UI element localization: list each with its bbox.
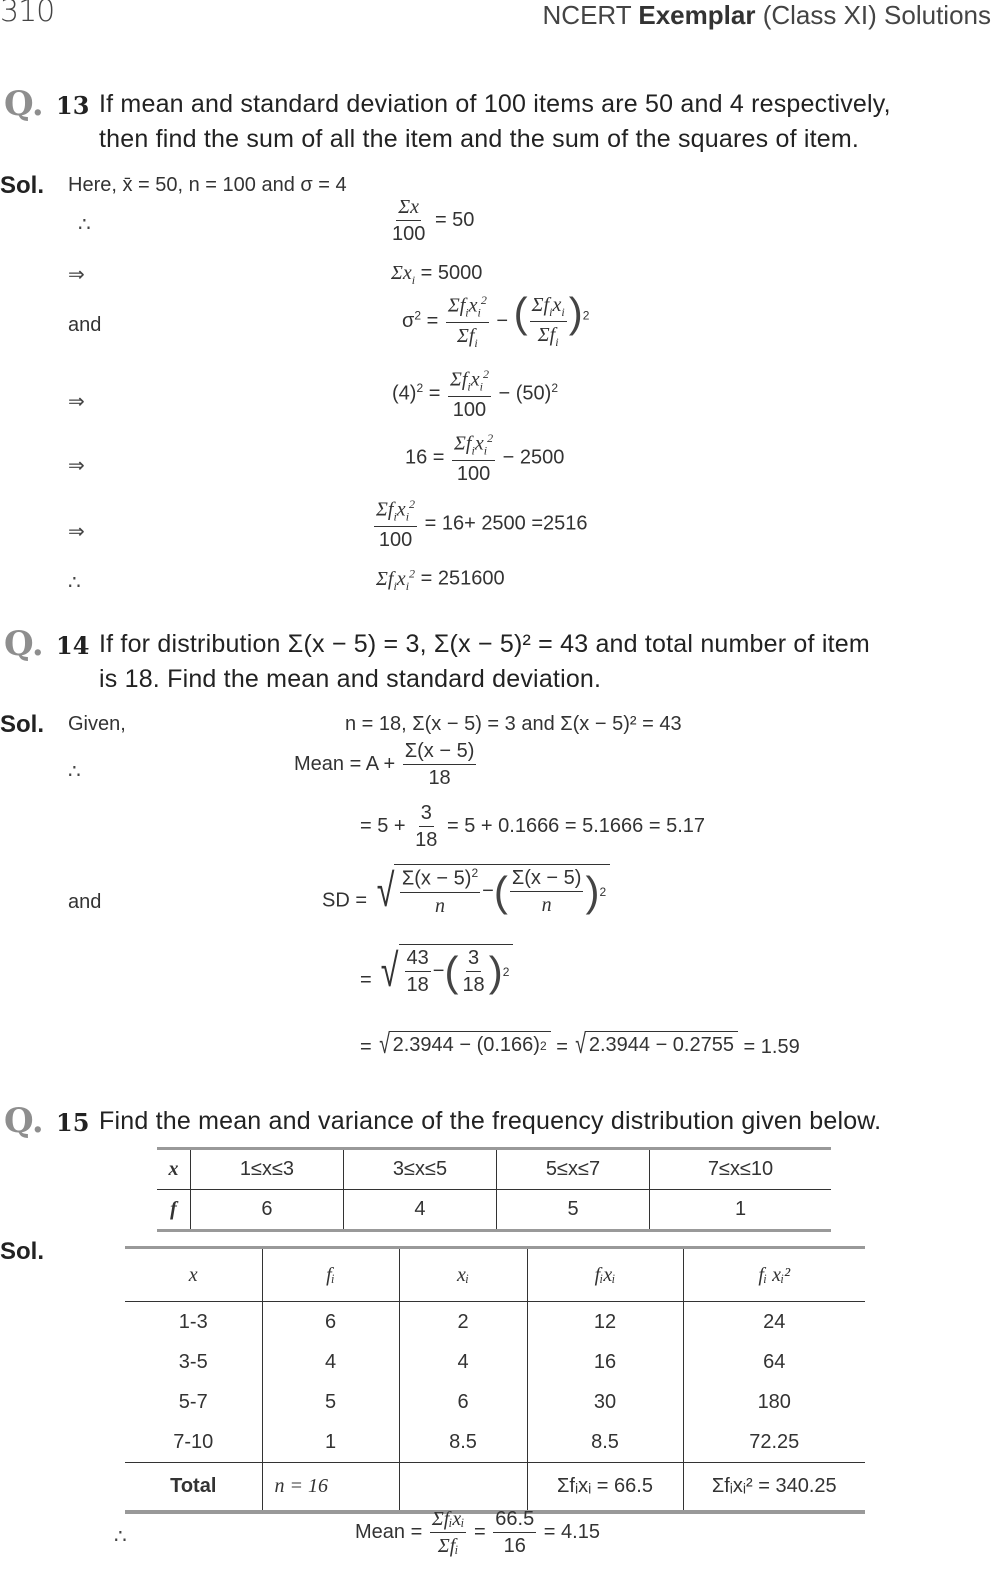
q14-given-label: Given, bbox=[68, 713, 126, 735]
table-row bbox=[125, 1302, 865, 1343]
table-cell: 64 bbox=[683, 1342, 865, 1382]
table-cell: f bbox=[170, 1198, 177, 1220]
table-row bbox=[125, 1382, 865, 1422]
q13-line2: then find the sum of all the item and the sum of the squares of item. bbox=[99, 125, 860, 153]
therefore-icon: ∴ bbox=[68, 572, 81, 594]
table-cell: 2 bbox=[399, 1302, 527, 1343]
table-cell: Σfᵢxᵢ² = 340.25 bbox=[683, 1463, 865, 1513]
header-cell: fᵢ bbox=[262, 1248, 399, 1302]
running-header bbox=[543, 0, 991, 31]
table-cell: 12 bbox=[527, 1302, 683, 1343]
table-cell: 5 bbox=[497, 1190, 650, 1231]
table-cell: 4 bbox=[399, 1342, 527, 1382]
q14-mean-calc: = 5 + $\frac{3}{18}$ = 5 + 0.1666 = 5.1666 = 5.17 bbox=[360, 802, 705, 851]
q13-step2: $\Sigma x_i = 5000$ bbox=[391, 262, 483, 287]
table-cell: x bbox=[157, 1149, 190, 1190]
page-number: 310 bbox=[0, 0, 55, 29]
q13-given: Here, x̄ = 50, n = 100 and σ = 4 bbox=[68, 174, 347, 196]
table-cell: 5 bbox=[262, 1382, 399, 1422]
table-cell: 180 bbox=[683, 1382, 865, 1422]
header-cell: fᵢxᵢ bbox=[527, 1248, 683, 1302]
header-cell: x bbox=[125, 1248, 262, 1302]
table-header-row bbox=[125, 1248, 865, 1302]
table-total-row bbox=[125, 1463, 865, 1513]
q15-sol-label: Sol. bbox=[0, 1238, 45, 1265]
table-cell: 72.25 bbox=[683, 1422, 865, 1463]
table-cell: 1≤x≤3 bbox=[190, 1149, 343, 1190]
implies-icon: ⇒ bbox=[68, 521, 85, 543]
table-cell: 1-3 bbox=[178, 1310, 208, 1333]
table-cell: 6 bbox=[262, 1302, 399, 1343]
given-frequency-table bbox=[157, 1147, 831, 1232]
table-cell: 5-7 bbox=[178, 1390, 208, 1413]
table-row bbox=[157, 1149, 831, 1190]
header-cell: fᵢ xᵢ² bbox=[683, 1248, 865, 1302]
book-suffix: (Class XI) Solutions bbox=[762, 0, 991, 30]
q13-sol-label: Sol. bbox=[0, 172, 45, 199]
q15-line1: Find the mean and variance of the frequency distribution given below. bbox=[99, 1107, 882, 1135]
table-row bbox=[125, 1342, 865, 1382]
question-marker-icon: Q. bbox=[4, 1101, 44, 1141]
q14-sol-label: Sol. bbox=[0, 711, 45, 738]
table-cell: 7-10 bbox=[173, 1430, 214, 1453]
q13-step6: $\frac{\Sigma f_ix_i^2}{100}$ = 16+ 2500 =2516 bbox=[376, 497, 588, 551]
q14-and-label: and bbox=[68, 891, 102, 913]
implies-icon: ⇒ bbox=[68, 391, 85, 413]
table-cell: 16 bbox=[527, 1342, 683, 1382]
q14-number: 14 bbox=[56, 631, 90, 660]
table-cell: Σfᵢxᵢ = 66.5 bbox=[527, 1463, 683, 1513]
question-marker-icon: Q. bbox=[4, 624, 44, 664]
table-cell: 30 bbox=[527, 1382, 683, 1422]
q14-given: n = 18, Σ(x − 5) = 3 and Σ(x − 5)² = 43 bbox=[345, 713, 682, 735]
q14-line1: If for distribution Σ(x − 5) = 3, Σ(x − 5)² = 43 and total number of item bbox=[99, 630, 870, 658]
q13-number: 13 bbox=[56, 91, 90, 120]
therefore-icon: ∴ bbox=[68, 761, 81, 783]
table-cell: 8.5 bbox=[399, 1422, 527, 1463]
book-bold: Exemplar bbox=[638, 0, 756, 30]
solution-table bbox=[125, 1246, 865, 1514]
table-cell: 5≤x≤7 bbox=[497, 1149, 650, 1190]
table-cell: 6 bbox=[190, 1190, 343, 1231]
q15-mean: Mean = $\frac{\text{Σfᵢxᵢ}}{\text{Σfᵢ}}$ = $\frac{66.5}{16}$ = 4.15 bbox=[355, 1508, 600, 1557]
table-cell: 3≤x≤5 bbox=[343, 1149, 496, 1190]
q14-sd-formula: SD = √ $\frac{\Sigma(x - 5)^2}{n}$ − ( $\frac{\Sigma(x - 5)}{n}$ ) 2 bbox=[322, 864, 610, 917]
q13-marker bbox=[4, 84, 44, 124]
table-cell: Total bbox=[125, 1463, 262, 1513]
table-cell: n = 16 bbox=[262, 1463, 399, 1513]
table-cell: 24 bbox=[683, 1302, 865, 1343]
table-row bbox=[157, 1190, 831, 1231]
table-cell: 7≤x≤10 bbox=[650, 1149, 831, 1190]
implies-icon: ⇒ bbox=[68, 455, 85, 477]
q13-step7: $\Sigma f_ix_i^2 = 251600$ bbox=[376, 566, 505, 593]
q13-step4: $(4)^2$ = $\frac{\Sigma f_ix_i^2}{100}$ − $(50)^2$ bbox=[392, 367, 559, 421]
q13-step5: 16 = $\frac{\Sigma f_ix_i^2}{100}$ − 2500 bbox=[405, 431, 565, 485]
q14-mean: Mean = A + $\frac{\Sigma(x - 5)}{18}$ bbox=[294, 740, 475, 789]
table-row bbox=[125, 1422, 865, 1463]
therefore-icon: ∴ bbox=[114, 1526, 127, 1548]
header-cell: xᵢ bbox=[399, 1248, 527, 1302]
q14-line2: is 18. Find the mean and standard deviation. bbox=[99, 665, 602, 693]
table-cell: 1 bbox=[650, 1190, 831, 1231]
question-marker-icon: Q. bbox=[4, 84, 44, 124]
table-cell: 6 bbox=[399, 1382, 527, 1422]
table-cell bbox=[399, 1463, 527, 1513]
q13-step3: $\sigma^2$ = $\frac{\Sigma f_ix_i^2}{\Sigma f_i}$ − ( $\frac{\Sigma f_ix_i}{\Sigma f_i}$ )$^2$ bbox=[402, 289, 590, 350]
q13-and-label: and bbox=[68, 314, 102, 336]
q14-sd-step3: = √ 2.3944 − (0.166) 2 = √ 2.3944 − 0.2755 = 1.59 bbox=[360, 1028, 800, 1059]
table-cell: 3-5 bbox=[178, 1350, 208, 1373]
q15-marker bbox=[4, 1101, 44, 1141]
q13-line1: If mean and standard deviation of 100 items are 50 and 4 respectively, bbox=[99, 90, 891, 118]
table-cell: 1 bbox=[262, 1422, 399, 1463]
q14-marker bbox=[4, 624, 44, 664]
table-cell: 4 bbox=[343, 1190, 496, 1231]
implies-icon: ⇒ bbox=[68, 264, 85, 286]
therefore-icon: ∴ bbox=[78, 214, 91, 236]
q13-step1: $\frac{\Sigma x}{100}$ = 50 bbox=[392, 196, 475, 245]
q14-sd-step2: = √ $\frac{43}{18}$ − ( $\frac{3}{18}$ ) 2 bbox=[360, 944, 513, 996]
table-cell: 8.5 bbox=[527, 1422, 683, 1463]
table-cell: 4 bbox=[262, 1342, 399, 1382]
q15-number: 15 bbox=[56, 1108, 90, 1137]
book-prefix: NCERT bbox=[542, 0, 632, 30]
